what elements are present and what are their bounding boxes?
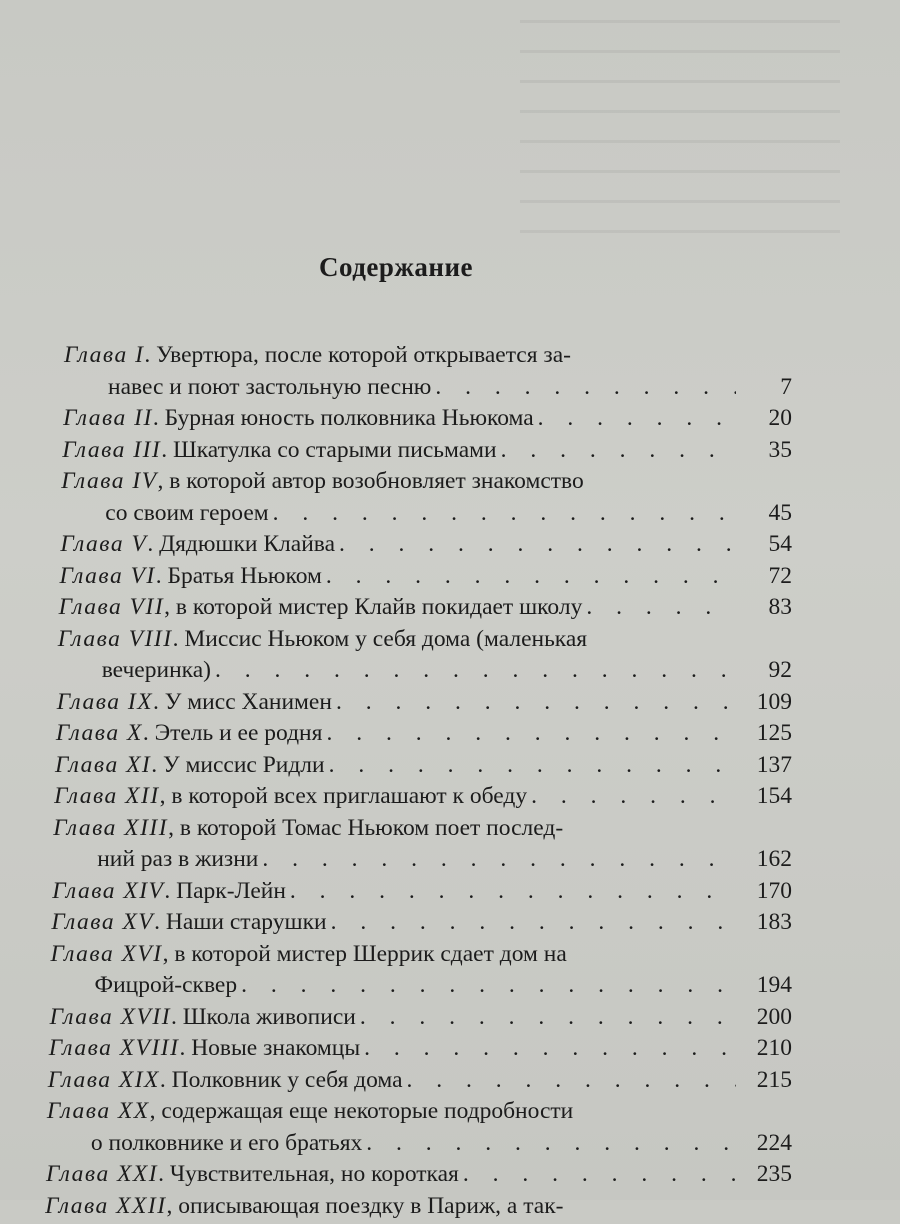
toc-line (40, 1130, 792, 1162)
dot-leader (463, 1161, 736, 1188)
chapter-label: Глава XVI (51, 941, 163, 968)
page-number: 235 (740, 1161, 792, 1188)
toc-entry (40, 783, 792, 815)
chapter-title: . Братья Ньюком (156, 563, 322, 590)
page-number: 109 (740, 689, 792, 716)
toc-entry (40, 1098, 792, 1161)
toc-line (40, 657, 792, 689)
chapter-label: Глава III (62, 437, 161, 464)
page-number: 224 (740, 1130, 792, 1157)
chapter-label: Глава XIV (52, 878, 164, 905)
chapter-title: , описывающая поездку в Париж, а так- (167, 1193, 564, 1220)
toc-line (40, 468, 792, 500)
dot-leader (273, 500, 736, 527)
chapter-label: Глава VI (60, 563, 156, 590)
page-number: 7 (740, 374, 792, 401)
toc-line (40, 594, 792, 626)
chapter-title: . Чувствительная, но короткая (158, 1161, 459, 1188)
dot-leader (407, 1067, 736, 1094)
dot-leader (501, 437, 736, 464)
dot-leader (336, 689, 736, 716)
chapter-title: . Шкатулка со старыми письмами (161, 437, 496, 464)
chapter-title: . Миссис Ньюком у себя дома (маленькая (173, 626, 588, 653)
chapter-title: . Бурная юность полковника Ньюкома (153, 405, 534, 432)
dot-leader (241, 972, 736, 999)
toc-line (40, 752, 792, 784)
toc-entry (40, 437, 792, 469)
toc-line (40, 437, 792, 469)
page-number: 83 (740, 594, 792, 621)
page-number: 45 (740, 500, 792, 527)
dot-leader (531, 783, 736, 810)
chapter-title: . Увертюра, после которой открывается за- (144, 342, 571, 369)
chapter-title: . У миссис Ридли (151, 752, 324, 779)
toc-entry (40, 563, 792, 595)
table-of-contents (40, 342, 792, 1224)
toc-line (40, 500, 792, 532)
page-number: 54 (740, 531, 792, 558)
toc-line (40, 405, 792, 437)
toc-entry (40, 1004, 792, 1036)
chapter-title: , в которой автор возобновляет знакомство (158, 468, 584, 495)
chapter-title: Фицрой-сквер (95, 972, 238, 999)
chapter-label: Глава XXI (46, 1161, 158, 1188)
toc-line (40, 342, 792, 374)
toc-line (40, 846, 792, 878)
page-number: 215 (740, 1067, 792, 1094)
page-number: 154 (740, 783, 792, 810)
chapter-label: Глава X (56, 720, 143, 747)
dot-leader (262, 846, 736, 873)
page-number: 72 (740, 563, 792, 590)
toc-line (40, 1161, 792, 1193)
dot-leader (360, 1004, 736, 1031)
chapter-label: Глава I (64, 342, 144, 369)
toc-entry (40, 909, 792, 941)
toc-entry (40, 626, 792, 689)
chapter-label: Глава XI (55, 752, 151, 779)
chapter-label: Глава V (60, 531, 147, 558)
toc-line (40, 720, 792, 752)
chapter-title: навес и поют застольную песню (108, 374, 431, 401)
page-title: Содержание (0, 252, 792, 283)
chapter-title: . Этель и ее родня (143, 720, 323, 747)
dot-leader (329, 752, 736, 779)
toc-entry (40, 531, 792, 563)
page-number: 162 (740, 846, 792, 873)
dot-leader (215, 657, 736, 684)
toc-line (40, 815, 792, 847)
toc-line (40, 878, 792, 910)
chapter-label: Глава XIX (48, 1067, 160, 1094)
dot-leader (331, 909, 736, 936)
toc-entry (40, 468, 792, 531)
chapter-label: Глава XX (47, 1098, 150, 1125)
toc-line (40, 783, 792, 815)
chapter-label: Глава IV (61, 468, 157, 495)
chapter-label: Глава IX (57, 689, 153, 716)
chapter-title: . Дядюшки Клайва (147, 531, 335, 558)
toc-entry (40, 689, 792, 721)
chapter-label: Глава XVIII (49, 1035, 180, 1062)
toc-line (40, 941, 792, 973)
page-number: 200 (740, 1004, 792, 1031)
dot-leader (366, 1130, 736, 1157)
chapter-title: . Парк-Лейн (164, 878, 286, 905)
toc-entry (40, 405, 792, 437)
page-number: 210 (740, 1035, 792, 1062)
chapter-title: , в которой мистер Шеррик сдает дом на (163, 941, 567, 968)
page-number: 92 (740, 657, 792, 684)
dot-leader (435, 374, 736, 401)
chapter-title: вечеринка) (102, 657, 211, 684)
toc-line (40, 689, 792, 721)
page-number: 137 (740, 752, 792, 779)
toc-line (40, 626, 792, 658)
dot-leader (326, 563, 736, 590)
chapter-label: Глава XV (51, 909, 154, 936)
page-number: 125 (740, 720, 792, 747)
dot-leader (586, 594, 736, 621)
toc-line (40, 1004, 792, 1036)
chapter-label: Глава II (63, 405, 153, 432)
toc-entry (40, 1067, 792, 1099)
chapter-title: . Полковник у себя дома (160, 1067, 403, 1094)
chapter-label: Глава VII (59, 594, 165, 621)
chapter-label: Глава VIII (58, 626, 173, 653)
chapter-title: , содержащая еще некоторые подробности (150, 1098, 574, 1125)
chapter-title: . Наши старушки (154, 909, 326, 936)
toc-entry (40, 815, 792, 878)
chapter-title: . Новые знакомцы (179, 1035, 360, 1062)
toc-entry (40, 1035, 792, 1067)
chapter-title: , в которой мистер Клайв покидает школу (164, 594, 582, 621)
chapter-title: , в которой Томас Ньюком поет послед- (168, 815, 563, 842)
dot-leader (290, 878, 736, 905)
toc-entry (40, 1161, 792, 1193)
toc-line (40, 374, 792, 406)
toc-line (40, 563, 792, 595)
toc-line (40, 531, 792, 563)
toc-line (40, 1035, 792, 1067)
chapter-title: . Школа живописи (171, 1004, 356, 1031)
chapter-label: Глава XII (54, 783, 160, 810)
page-number: 20 (740, 405, 792, 432)
show-through-text (520, 20, 840, 260)
chapter-label: Глава XXII (45, 1193, 166, 1220)
chapter-title: со своим героем (105, 500, 268, 527)
chapter-title: ний раз в жизни (97, 846, 258, 873)
page-number: 35 (740, 437, 792, 464)
dot-leader (364, 1035, 736, 1062)
toc-entry (40, 720, 792, 752)
toc-entry (40, 594, 792, 626)
page-number: 170 (740, 878, 792, 905)
toc-line (40, 909, 792, 941)
page-number: 194 (740, 972, 792, 999)
chapter-title: о полковнике и его братьях (91, 1130, 362, 1157)
toc-line (40, 1098, 792, 1130)
dot-leader (326, 720, 736, 747)
toc-line (40, 972, 792, 1004)
toc-line (40, 1193, 792, 1224)
chapter-label: Глава XVII (50, 1004, 171, 1031)
chapter-title: , в которой всех приглашают к обеду (160, 783, 527, 810)
chapter-label: Глава XIII (53, 815, 168, 842)
toc-line (40, 1067, 792, 1099)
toc-entry (40, 941, 792, 1004)
chapter-title: . У мисс Ханимен (153, 689, 332, 716)
dot-leader (538, 405, 736, 432)
toc-entry (40, 1193, 792, 1224)
toc-entry (40, 878, 792, 910)
dot-leader (339, 531, 736, 558)
toc-entry (40, 342, 792, 405)
toc-entry (40, 752, 792, 784)
page-number: 183 (740, 909, 792, 936)
